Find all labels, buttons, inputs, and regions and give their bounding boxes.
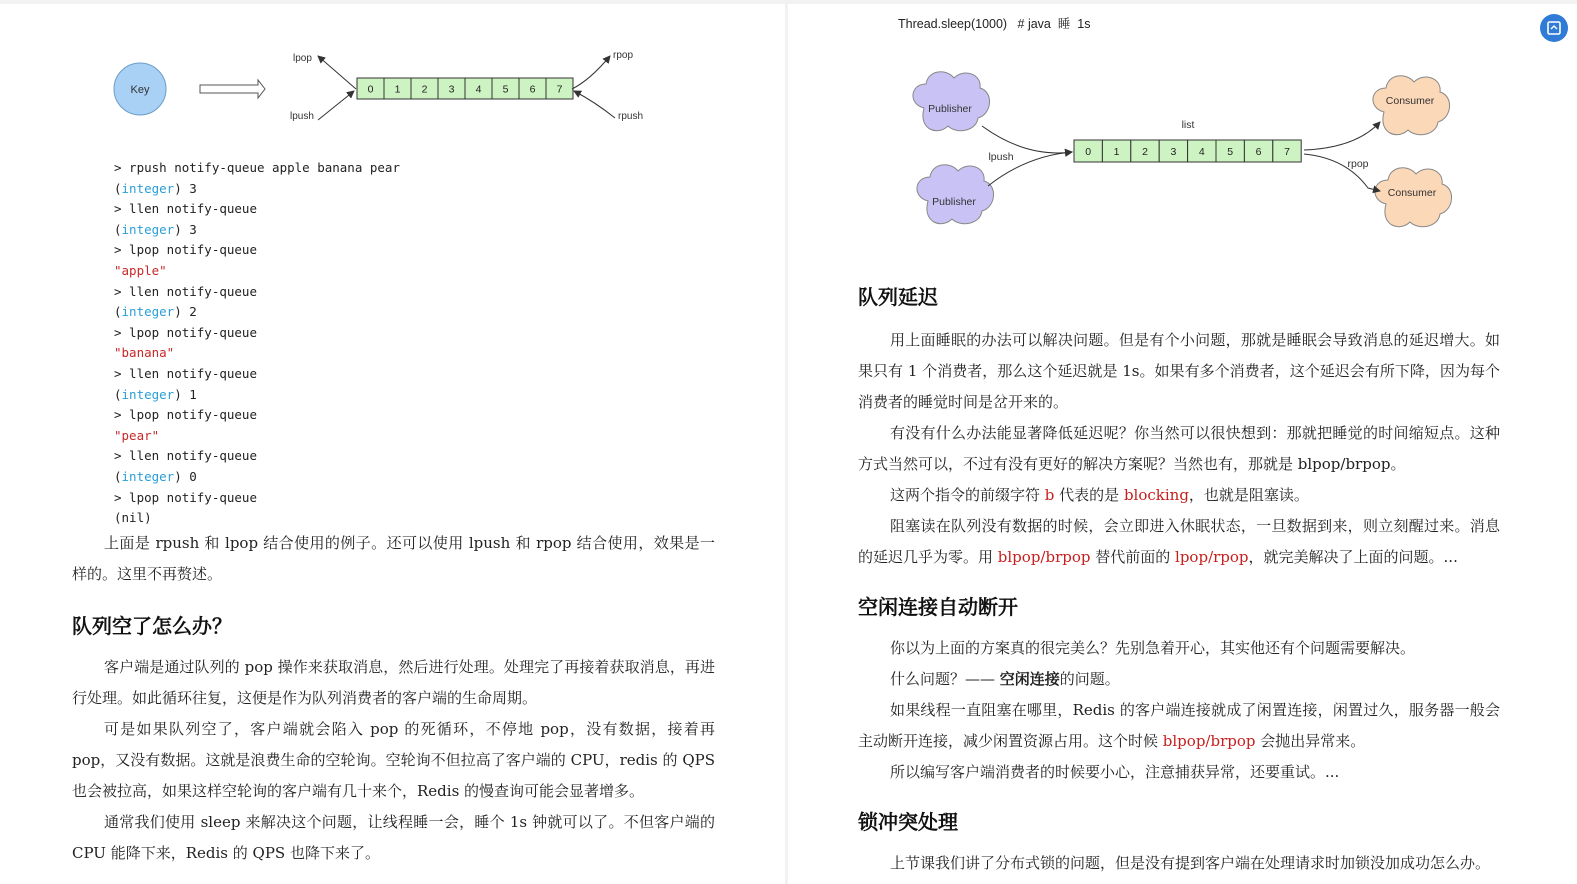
left-page xyxy=(0,4,785,884)
code-line: > llen notify-queue xyxy=(114,283,257,299)
code-line: > llen notify-queue xyxy=(114,448,257,464)
consumer-label-bottom: Consumer xyxy=(1387,187,1437,199)
consumer-bottom-arrow xyxy=(1304,154,1380,191)
delay-para1: 用上面睡眠的办法可以解决问题。但是有个小问题，那就是睡眠会导致消息的延迟增大。如果只有 1 个消费者，那么这个延迟就是 1s。如果有多个消费者，这个延迟会有所下降，因为每个消费者的睡觉时间是岔开来的。 xyxy=(858,331,1500,411)
idle-para1: 你以为上面的方案真的很完美么？先别急着开心，其实他还有个问题需要解决。 xyxy=(890,639,1416,657)
code-line: > lpop notify-queue xyxy=(114,324,257,340)
pubsub-diagram xyxy=(906,60,1466,232)
section-lock-conflict xyxy=(858,848,1518,879)
rpop-label-right: rpop xyxy=(1347,158,1369,170)
consumer-cloud-top xyxy=(1373,76,1450,135)
list-cell-label: 1 xyxy=(1113,146,1120,158)
publisher-label-bottom: Publisher xyxy=(932,196,976,208)
code-line: (nil) xyxy=(114,510,152,526)
para3-text: 可是如果队列空了，客户端就会陷入 pop 的死循环，不停地 pop，没有数据，接着再 pop，又没有数据。这就是浪费生命的空轮询。空轮询不但拉高了客户端的 CPU，redis 的 QPS 也会被拉高，如果这样空轮询的客户端有几十来个，Redis 的慢查询可能会显著增多。 xyxy=(72,720,715,800)
list-cell-label: 6 xyxy=(1255,146,1262,158)
lpop-label: lpop xyxy=(293,53,312,64)
right-page xyxy=(788,4,1577,884)
list-cell-label: 0 xyxy=(1085,146,1092,158)
list-cell-label: 0 xyxy=(367,83,374,96)
publisher-cloud-top xyxy=(913,72,990,131)
list-cell-label: 2 xyxy=(421,83,428,96)
idle-para3: 如果线程一直阻塞在哪里，Redis 的客户端连接就成了闲置连接，闲置过久，服务器一般会主动断开连接，减少闲置资源占用。这个时候 blpop/brpop 会抛出异常来。 xyxy=(858,701,1500,750)
code-line: > rpush notify-queue apple banana pear xyxy=(114,160,400,175)
rpop-arrow xyxy=(572,56,610,89)
publisher-cloud-bottom xyxy=(917,165,994,224)
list-cell-label: 4 xyxy=(1198,146,1205,158)
delay-para4: 阻塞读在队列没有数据的时候，会立即进入休眠状态，一旦数据到来，则立刻醒过来。消息的延迟几乎为零。用 blpop/brpop 替代前面的 lpop/rpop，就完美解决了上面的问题。... xyxy=(858,517,1500,566)
sleep-code-note: Thread.sleep(1000) # java 睡 1s xyxy=(898,17,1091,31)
list-cells xyxy=(357,78,573,99)
publisher-top-arrow xyxy=(982,126,1072,153)
para2-text: 客户端是通过队列的 pop 操作来获取消息，然后进行处理。处理完了再接着获取消息，再进行处理。如此循环往复，这便是作为队列消费者的客户端的生命周期。 xyxy=(72,658,715,707)
para1-text: 上面是 rpush 和 lpop 结合使用的例子。还可以使用 lpush 和 rpop 结合使用，效果是一样的。这里不再赘述。 xyxy=(72,534,715,583)
rpush-label: rpush xyxy=(618,111,644,122)
paragraph-rpush-lpop xyxy=(72,528,715,590)
code-line: "apple" xyxy=(114,262,167,278)
key-label: Key xyxy=(130,84,150,96)
redis-code-block xyxy=(114,158,400,529)
list-cell-label: 7 xyxy=(1284,146,1290,158)
heading-queue-delay: 队列延迟 xyxy=(858,285,938,309)
list-cell-label: 5 xyxy=(1227,146,1234,158)
para4-text: 通常我们使用 sleep 来解决这个问题，让线程睡一会，睡个 1s 钟就可以了。不但客户端的 CPU 能降下来，Redis 的 QPS 也降下来了。 xyxy=(72,813,715,862)
lock-para1: 上节课我们讲了分布式锁的问题，但是没有提到客户端在处理请求时加锁没加成功怎么办。 xyxy=(890,854,1491,872)
list-cell-label: 2 xyxy=(1142,146,1148,158)
section-idle-connection xyxy=(858,633,1500,788)
code-line: > lpop notify-queue xyxy=(114,407,257,423)
lpush-arrow xyxy=(318,91,354,120)
heading-lock-conflict: 锁冲突处理 xyxy=(858,810,958,834)
list-cell-label: 3 xyxy=(1170,146,1177,158)
heading-idle-connection: 空闲连接自动断开 xyxy=(858,595,1018,619)
code-line: > lpop notify-queue xyxy=(114,489,257,505)
list-cell-label: 7 xyxy=(556,83,563,96)
lpush-label-right: lpush xyxy=(988,151,1014,163)
lpush-label: lpush xyxy=(290,111,314,122)
delay-para2: 有没有什么办法能显著降低延迟呢？你当然可以很快想到：那就把睡觉的时间缩短点。这种方式当然可以，不过有没有更好的解决方案呢？当然也有，那就是 blpop/brpop。 xyxy=(858,424,1500,473)
hollow-arrow-icon xyxy=(200,80,265,98)
code-line: (integer) 2 xyxy=(114,304,197,320)
code-line: "pear" xyxy=(114,427,160,443)
code-line: (integer) 3 xyxy=(114,180,197,196)
list-cell-label: 4 xyxy=(475,83,482,96)
lpop-arrow xyxy=(318,56,356,89)
section-empty-queue xyxy=(72,652,715,869)
list-cell-label: 3 xyxy=(448,83,455,96)
code-line: > lpop notify-queue xyxy=(114,242,257,258)
code-line: (integer) 3 xyxy=(114,221,197,237)
code-line: > llen notify-queue xyxy=(114,201,257,217)
rpush-arrow xyxy=(574,91,615,118)
consumer-label-top: Consumer xyxy=(1385,95,1435,107)
publisher-label-top: Publisher xyxy=(928,103,972,115)
list-cell-label: 1 xyxy=(394,83,401,96)
list-cell-label: 5 xyxy=(502,83,509,96)
list-cell-label: 6 xyxy=(529,83,536,96)
code-line: (integer) 0 xyxy=(114,468,197,484)
delay-para3: 这两个指令的前缀字符 b 代表的是 blocking，也就是阻塞读。 xyxy=(890,486,1309,504)
floating-tool-button[interactable] xyxy=(1540,14,1568,42)
section-queue-delay xyxy=(858,325,1500,573)
consumer-top-arrow xyxy=(1304,122,1380,150)
idle-para2: 什么问题？—— 空闲连接的问题。 xyxy=(890,670,1120,688)
code-line: "banana" xyxy=(114,345,175,361)
idle-para4: 所以编写客户端消费者的时候要小心，注意捕获异常，还要重试。... xyxy=(890,763,1340,781)
code-line: (integer) 1 xyxy=(114,386,197,402)
rpop-label: rpop xyxy=(613,50,634,61)
screenshot-icon xyxy=(1540,14,1568,42)
list-label: list xyxy=(1181,119,1195,131)
heading-empty-queue: 队列空了怎么办？ xyxy=(72,614,232,638)
list-ops-diagram xyxy=(100,40,660,130)
consumer-cloud-bottom xyxy=(1375,168,1452,227)
code-line: > llen notify-queue xyxy=(114,365,257,381)
list-cells-right xyxy=(1074,140,1301,162)
